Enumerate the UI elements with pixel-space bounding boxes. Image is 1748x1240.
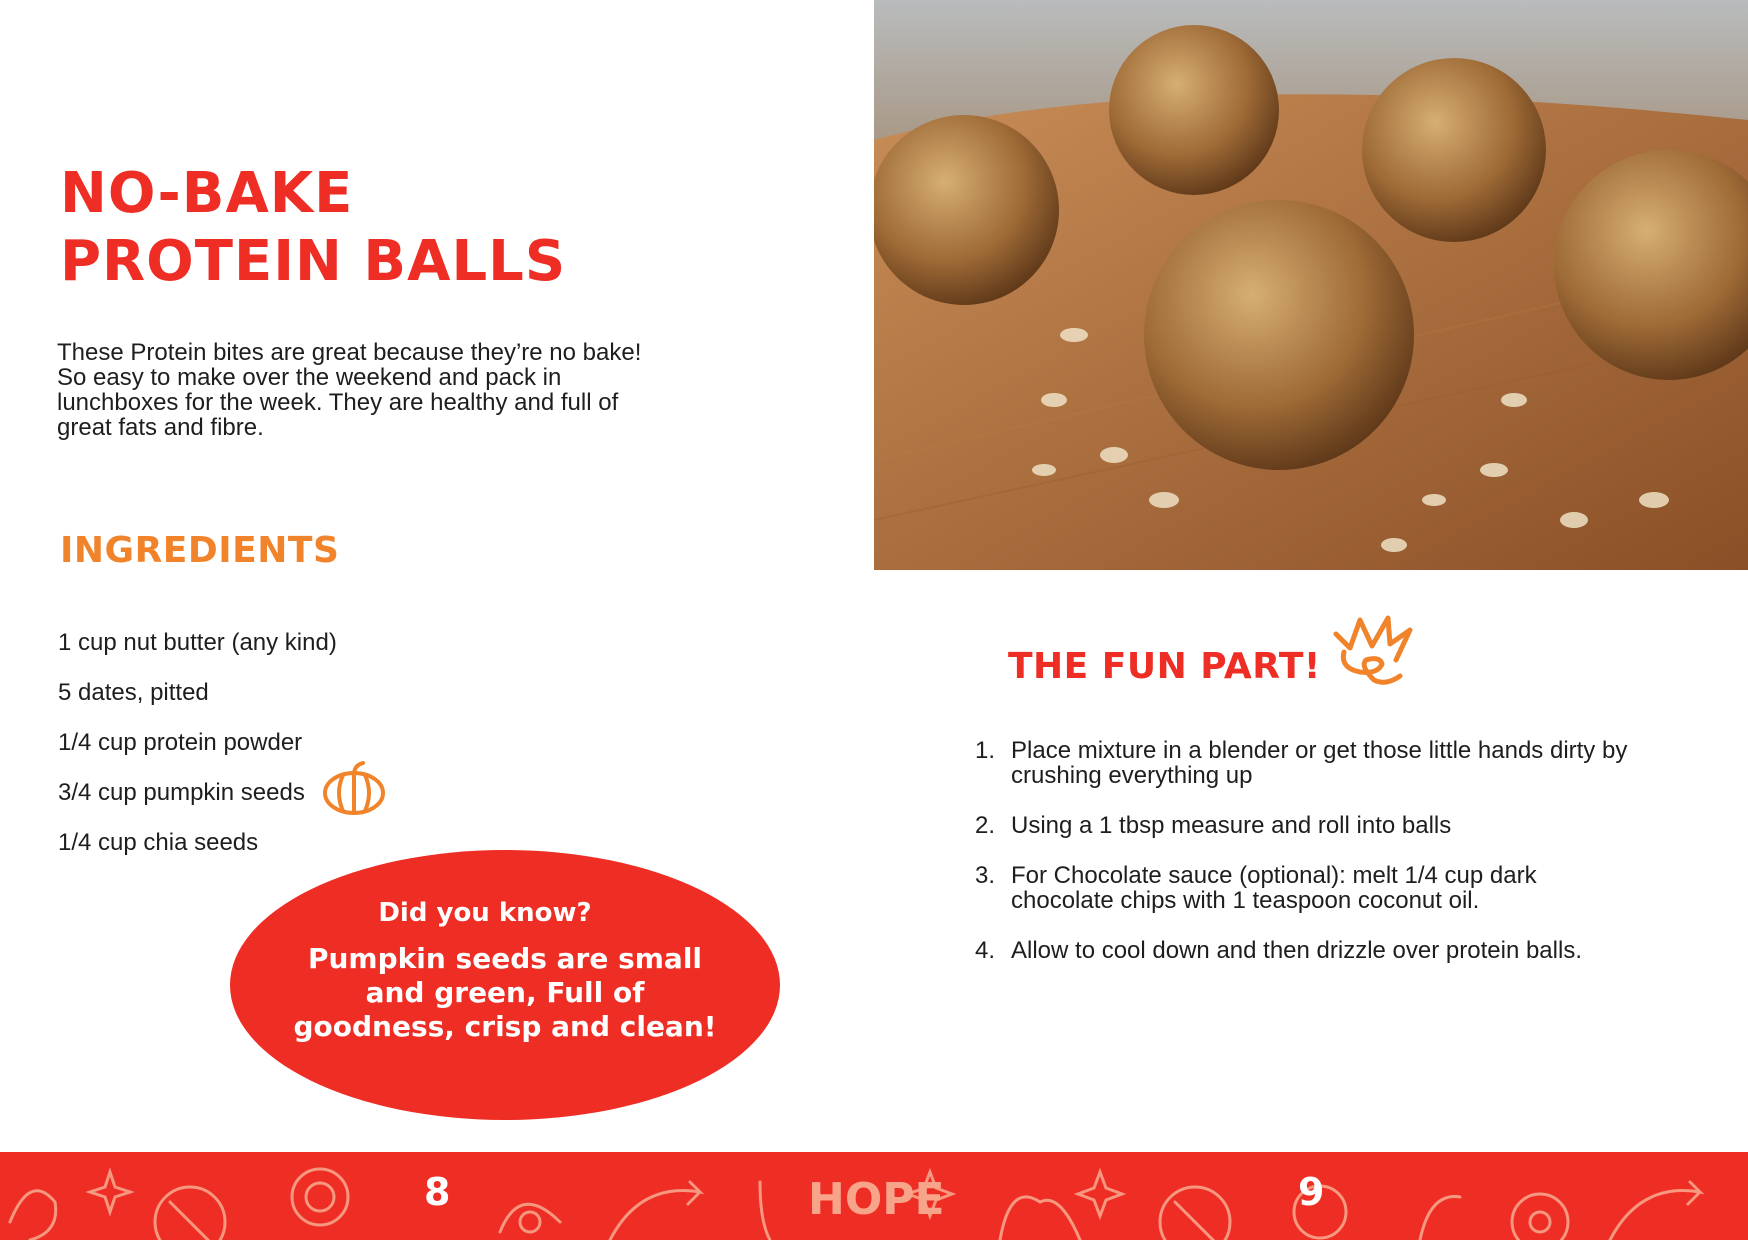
footer-pattern-band [0, 1152, 1748, 1240]
page-number-left: 8 [424, 1170, 451, 1214]
did-you-know-bubble [230, 850, 780, 1120]
bubble-text: Pumpkin seeds are small and green, Full of goodness, crisp and clean! [293, 942, 717, 1043]
ingredient-item: 3/4 cup pumpkin seeds [58, 768, 387, 818]
recipe-title [60, 160, 566, 296]
ingredient-item: 1/4 cup chia seeds [58, 829, 259, 856]
ingredients-heading: INGREDIENTS [60, 530, 340, 571]
fun-part-heading: THE FUN PART! [1008, 646, 1321, 687]
recipe-intro: These Protein bites are great because they’re no bake! So easy to make over the weekend and pack in lunchboxes for the week. They are healthy and full of great fats and fibre. [57, 339, 642, 441]
bubble-title: Did you know? [378, 898, 592, 928]
ingredients-list [58, 618, 387, 868]
step-item: 4. Allow to cool down and then drizzle over protein balls. [975, 937, 1582, 964]
step-item: 3. For Chocolate sauce (optional): melt 1/4 cup dark chocolate chips with 1 teaspoon coconut oil. [975, 862, 1537, 914]
crown-icon [1330, 612, 1416, 699]
ingredient-item: 5 dates, pitted [58, 679, 209, 706]
method-steps [975, 738, 1635, 988]
step-item: 2. Using a 1 tbsp measure and roll into balls [975, 812, 1452, 839]
ingredient-item: 1 cup nut butter (any kind) [58, 629, 337, 656]
step-item: 1. Place mixture in a blender or get those little hands dirty by crushing everything up [975, 737, 1628, 789]
doodle-pattern [0, 1152, 1748, 1240]
protein-balls-photo [874, 0, 1748, 570]
ingredient-item: 1/4 cup protein powder [58, 729, 303, 756]
title-line-1: NO-BAKE [60, 161, 354, 226]
page-number-right: 9 [1298, 1170, 1325, 1214]
hope-doodle-text: HOPE [808, 1174, 945, 1225]
pumpkin-icon [321, 759, 387, 828]
title-line-2: PROTEIN BALLS [60, 229, 567, 294]
